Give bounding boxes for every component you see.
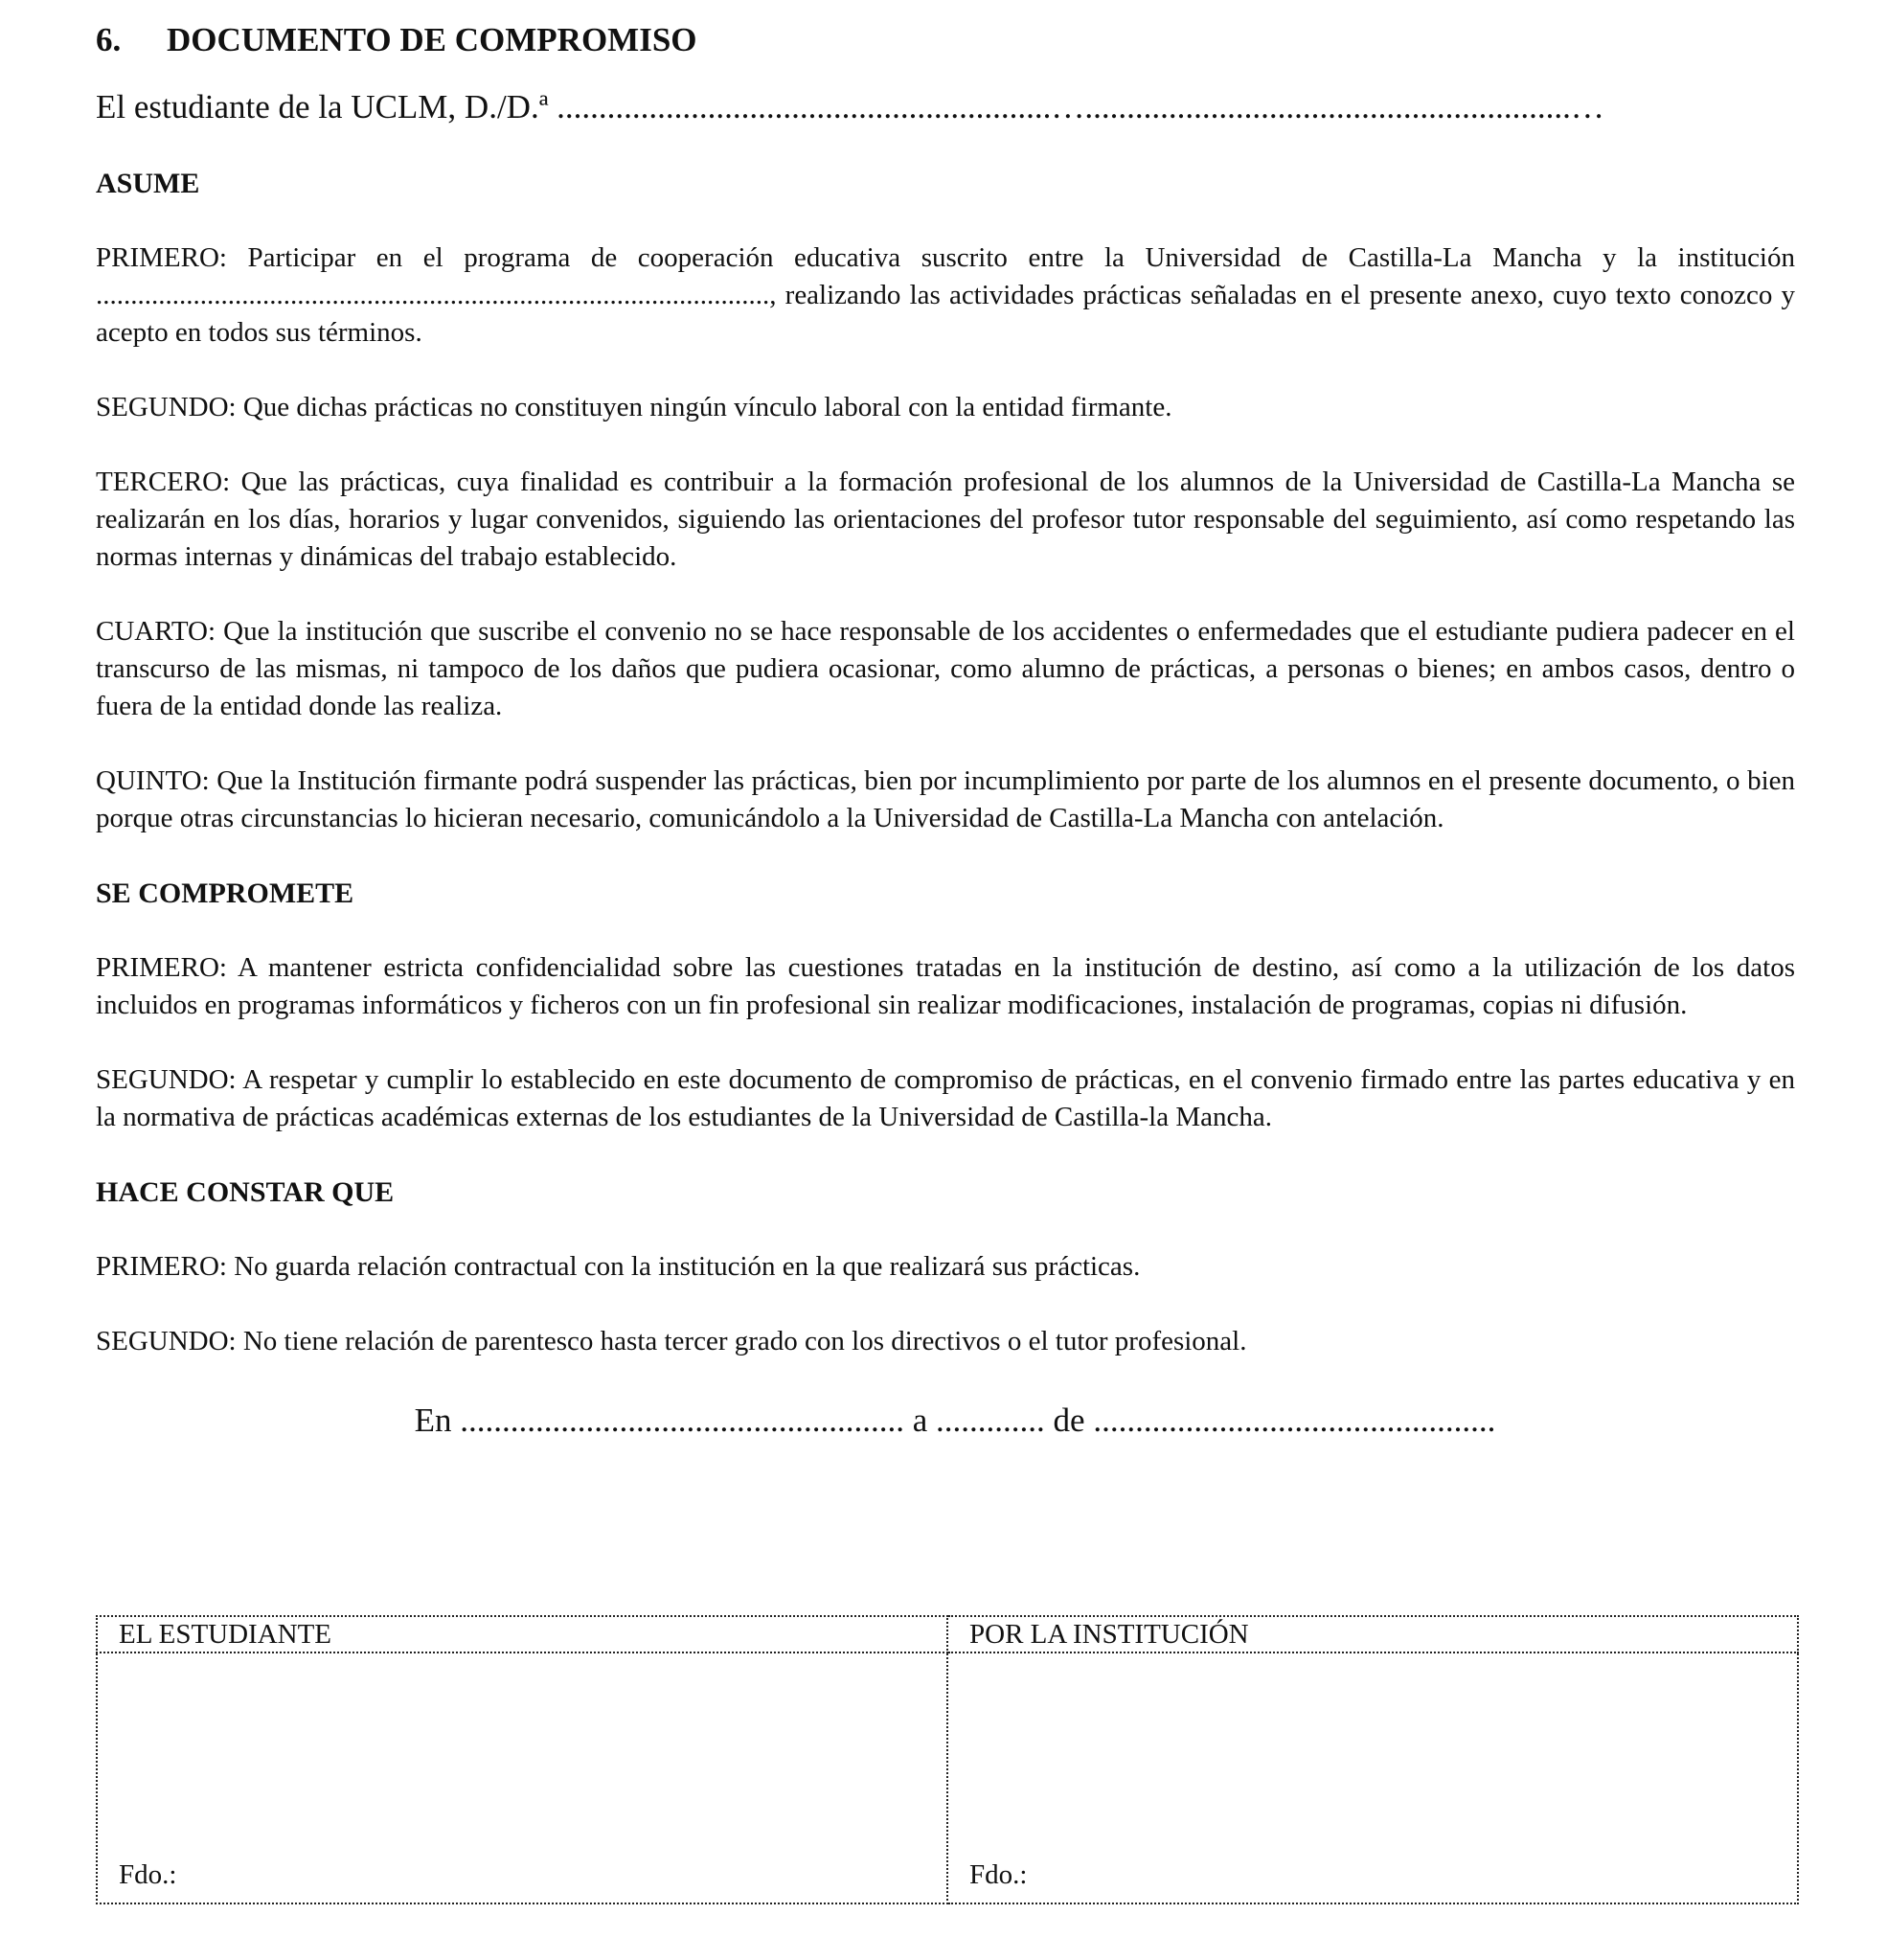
student-signature-header: EL ESTUDIANTE (97, 1616, 947, 1652)
signature-table (96, 1615, 1799, 1904)
student-signature-box (97, 1652, 947, 1903)
constar-clause-primero: PRIMERO: No guarda relación contractual con la institución en la que realizará sus prácticas. (96, 1251, 1141, 1282)
student-signature-label: Fdo.: (119, 1859, 177, 1890)
asume-clause-quinto: QUINTO: Que la Institución firmante podrá suspender las prácticas, bien por incumplimiento por parte de los alumnos en el presente documento, o bien porque otras circunstancias lo hicieran necesario, comunicándolo a la Universidad de Castilla-La Mancha con antelación. (96, 765, 1795, 833)
section-number: 6. (96, 21, 122, 58)
asume-clause-primero: PRIMERO: Participar en el programa de cooperación educativa suscrito entre la Universidad de Castilla-La Mancha y la institución ................................................................................................., realizando las actividades prácticas señaladas en el presente anexo, cuyo texto conozco y acepto en todos sus términos. (96, 242, 1795, 348)
asume-clause-tercero: TERCERO: Que las prácticas, cuya finalidad es contribuir a la formación profesional de los alumnos de la Universidad de Castilla-La Mancha se realizarán en los días, horarios y lugar convenidos, siguiendo las orientaciones del profesor tutor responsable del seguimiento, así como respetando las normas internas y dinámicas del trabajo establecido. (96, 467, 1795, 572)
section-heading (96, 17, 1795, 63)
hace-constar-title: HACE CONSTAR QUE (96, 1176, 395, 1208)
compromete-clause-primero: PRIMERO: A mantener estricta confidencialidad sobre las cuestiones tratadas en la institución de destino, así como a la utilización de los datos incluidos en programas informáticos y ficheros con un fin profesional sin realizar modificaciones, instalación de programas, copias ni difusión. (96, 952, 1795, 1020)
document-page (96, 17, 1795, 1444)
student-name-line: El estudiante de la UCLM, D./D.ª ...........................................................…..........................................................… (96, 88, 1604, 125)
institution-signature-box (947, 1652, 1798, 1903)
constar-clause-segundo: SEGUNDO: No tiene relación de parentesco hasta tercer grado con los directivos o el tutor profesional. (96, 1326, 1247, 1356)
institution-signature-header: POR LA INSTITUCIÓN (947, 1616, 1798, 1652)
asume-title: ASUME (96, 168, 200, 199)
asume-clause-segundo: SEGUNDO: Que dichas prácticas no constituyen ningún vínculo laboral con la entidad firmante. (96, 392, 1172, 422)
asume-clause-cuarto: CUARTO: Que la institución que suscribe el convenio no se hace responsable de los accidentes o enfermedades que el estudiante pudiera padecer en el transcurso de las mismas, ni tampoco de los daños que pudiera ocasionar, como alumno de prácticas, a personas o bienes; en ambos casos, dentro o fuera de la entidad donde las realiza. (96, 616, 1795, 721)
place-date-line: En ..................................................... a ............. de ................................................ (414, 1402, 1496, 1439)
se-compromete-title: SE COMPROMETE (96, 877, 354, 909)
institution-signature-label: Fdo.: (969, 1859, 1028, 1890)
section-title: DOCUMENTO DE COMPROMISO (167, 21, 697, 58)
compromete-clause-segundo: SEGUNDO: A respetar y cumplir lo establecido en este documento de compromiso de prácticas, en el convenio firmado entre las partes educativa y en la normativa de prácticas académicas externas de los estudiantes de la Universidad de Castilla-la Mancha. (96, 1064, 1795, 1132)
